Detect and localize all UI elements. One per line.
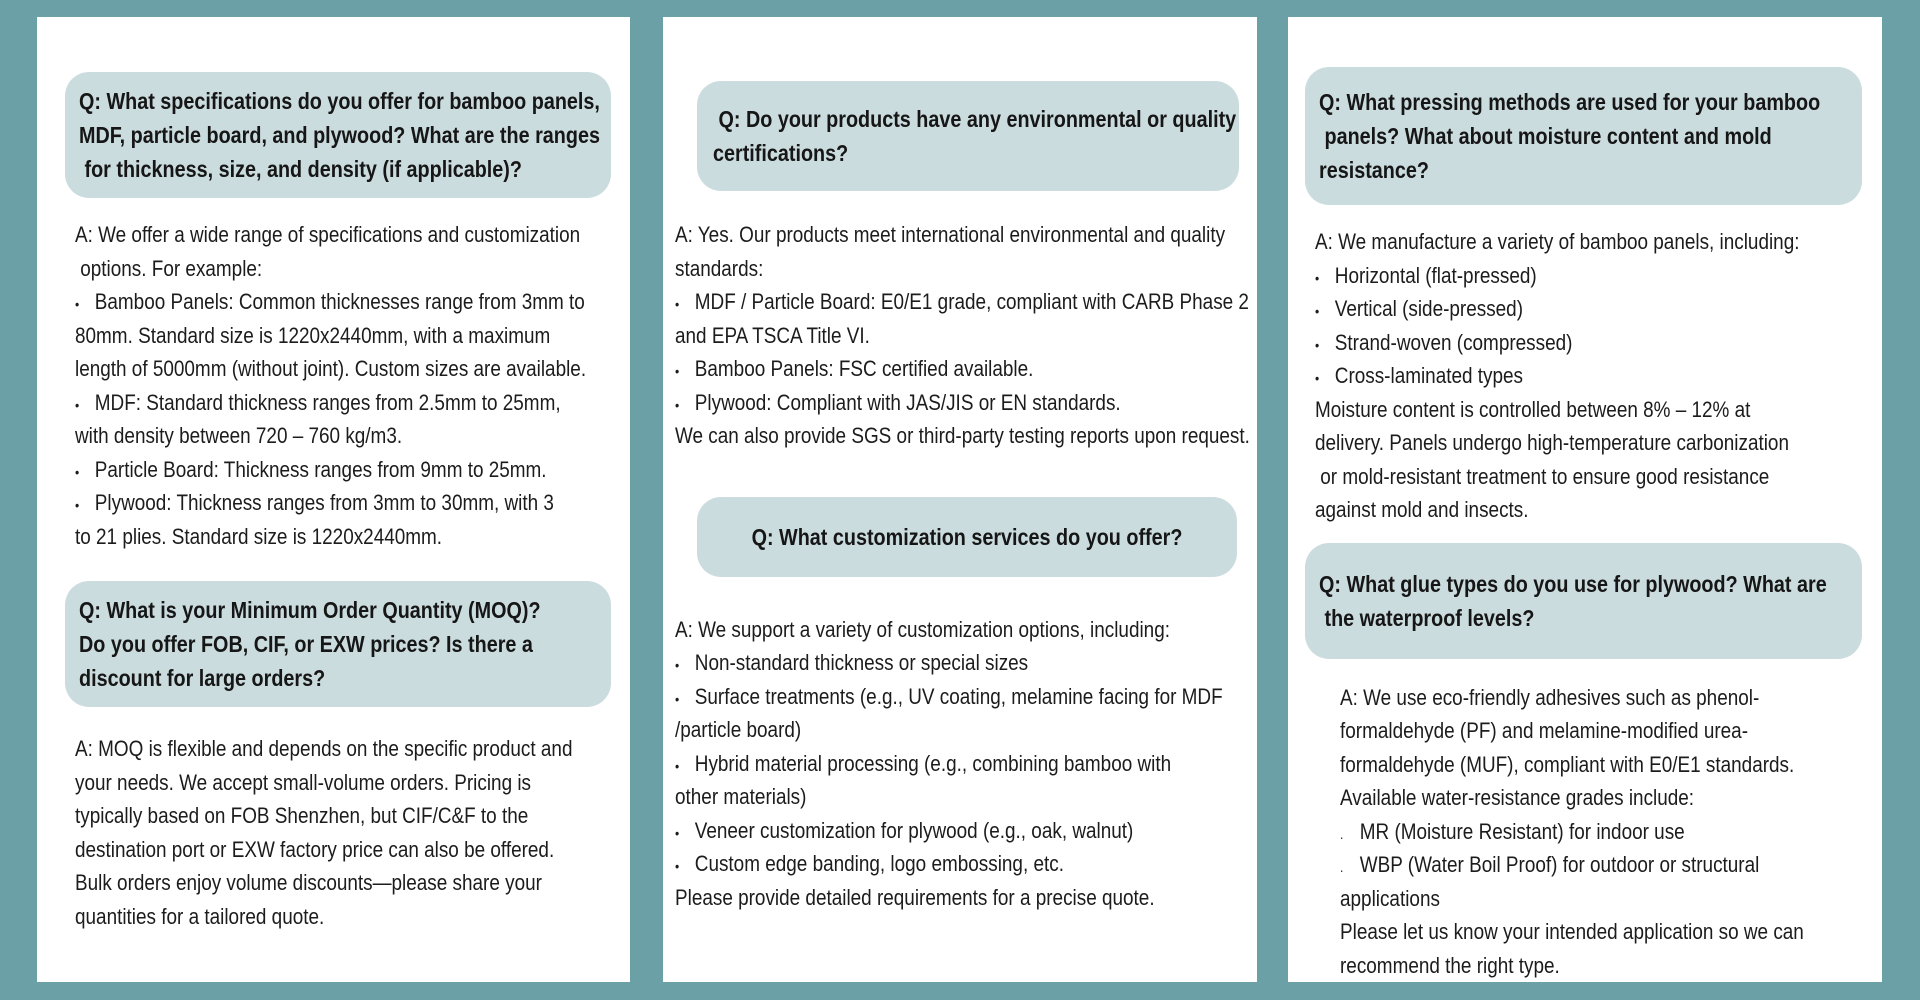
line-text: Q: What customization services do you offer?	[751, 523, 1183, 550]
answer-line	[1315, 460, 1799, 494]
line-text: Vertical (side-pressed)	[1334, 296, 1524, 321]
answer-block	[675, 613, 1255, 915]
answer-line	[75, 900, 549, 934]
bullet-icon: •	[675, 363, 680, 379]
line-text: A: We support a variety of customization options, including:	[675, 616, 1170, 642]
line-text: We can also provide SGS or third-party testing reports upon request.	[675, 423, 1250, 448]
line-text: Bulk orders enjoy volume discounts—please share your	[75, 870, 542, 895]
answer-line	[75, 252, 549, 286]
bullet-icon: .	[1340, 859, 1344, 875]
answer-line	[1315, 359, 1799, 393]
answer-line	[75, 419, 549, 453]
line-text: Particle Board: Thickness ranges from 9mm to 25mm.	[94, 456, 547, 482]
bullet-icon: •	[675, 396, 680, 413]
line-text: Q: What pressing methods are used for your bamboo	[1319, 89, 1821, 115]
line-text: or mold-resistant treatment to ensure good resistance	[1315, 463, 1770, 489]
question-line	[1319, 601, 1774, 635]
question-bubble	[697, 81, 1239, 191]
line-text: Moisture content is controlled between 8% – 12% at	[1315, 396, 1751, 422]
line-text: formaldehyde (MUF), compliant with E0/E1 standards.	[1340, 751, 1795, 777]
question-line	[79, 627, 533, 661]
answer-line	[1340, 714, 1801, 748]
question-bubble	[65, 581, 611, 707]
answer-line	[675, 352, 1174, 386]
answer-line	[75, 319, 549, 353]
line-text: delivery. Panels undergo high-temperature carbonization	[1315, 430, 1789, 455]
bullet-icon: •	[675, 690, 680, 707]
answer-block	[1315, 225, 1878, 527]
answer-line	[675, 881, 1174, 915]
answer-line	[675, 847, 1174, 881]
question-bubble	[1305, 543, 1862, 659]
answer-line	[675, 747, 1174, 781]
answer-line	[1340, 949, 1801, 983]
answer-line	[675, 680, 1223, 714]
answer-line	[675, 285, 1249, 319]
answer-line	[75, 766, 549, 800]
answer-line	[75, 799, 549, 833]
answer-line	[1340, 915, 1804, 949]
line-text: discount for large orders?	[79, 665, 326, 691]
line-text: MDF / Particle Board: E0/E1 grade, compliant with CARB Phase 2	[694, 289, 1249, 314]
answer-line	[1315, 493, 1799, 527]
answer-line	[75, 520, 549, 554]
answer-line	[1340, 748, 1801, 782]
line-text: Non-standard thickness or special sizes	[694, 650, 1029, 675]
line-text: and EPA TSCA Title VI.	[675, 322, 870, 348]
question-line	[79, 661, 524, 695]
line-text: MDF, particle board, and plywood? What are the ranges	[79, 122, 600, 148]
question-line	[79, 152, 524, 186]
question-bubble	[65, 72, 611, 198]
faq-card-1	[37, 17, 630, 982]
answer-line	[1315, 292, 1799, 326]
answer-line	[675, 386, 1174, 420]
answer-line	[1315, 393, 1799, 427]
line-text: Bamboo Panels: FSC certified available.	[694, 356, 1034, 381]
line-text: with density between 720 – 760 kg/m3.	[75, 423, 403, 448]
question-line	[747, 520, 1187, 554]
answer-line	[75, 386, 561, 420]
answer-line	[675, 419, 1250, 453]
answer-line	[1340, 848, 1801, 882]
line-text: WBP (Water Boil Proof) for outdoor or structural	[1359, 852, 1760, 877]
bullet-icon: •	[675, 858, 680, 874]
answer-line	[675, 252, 1174, 286]
line-text: Veneer customization for plywood (e.g., oak, walnut)	[694, 817, 1134, 843]
line-text: A: Yes. Our products meet international environmental and quality	[675, 222, 1226, 247]
bullet-icon: •	[675, 824, 680, 841]
answer-line	[675, 713, 1174, 747]
answer-line	[1315, 326, 1799, 360]
answer-block	[75, 732, 626, 933]
answer-line	[1340, 882, 1801, 916]
answer-block	[75, 218, 626, 553]
line-text: Q: Do your products have any environmental or quality	[713, 106, 1237, 132]
line-text: resistance?	[1319, 157, 1429, 183]
line-text: 80mm. Standard size is 1220x2440mm, with a maximum	[75, 322, 551, 348]
line-text: your needs. We accept small-volume orders. Pricing is	[75, 769, 532, 795]
question-line	[1319, 567, 1827, 601]
line-text: Plywood: Compliant with JAS/JIS or EN standards.	[694, 389, 1121, 415]
faq-card-2	[663, 17, 1257, 982]
answer-line	[1340, 781, 1801, 815]
line-text: Surface treatments (e.g., UV coating, melamine facing for MDF	[694, 683, 1223, 709]
question-line	[1319, 153, 1774, 187]
bullet-icon: •	[1315, 269, 1320, 286]
question-line	[713, 136, 1152, 170]
line-text: Q: What glue types do you use for plywood? What are	[1319, 570, 1827, 597]
line-text: A: MOQ is flexible and depends on the specific product and	[75, 736, 573, 761]
question-line	[79, 118, 600, 152]
question-line	[1319, 85, 1821, 119]
answer-line	[75, 486, 554, 520]
line-text: Bamboo Panels: Common thicknesses range from 3mm to	[94, 289, 585, 314]
line-text: Q: What specifications do you offer for bamboo panels,	[79, 88, 600, 114]
answer-line	[75, 285, 585, 319]
line-text: /particle board)	[675, 717, 802, 742]
answer-line	[675, 218, 1226, 252]
bullet-icon: •	[675, 296, 680, 312]
line-text: length of 5000mm (without joint). Custom sizes are available.	[75, 356, 587, 381]
question-bubble	[1305, 67, 1862, 205]
question-line	[1319, 119, 1774, 153]
line-text: certifications?	[713, 140, 849, 166]
line-text: Do you offer FOB, CIF, or EXW prices? Is there a	[79, 631, 533, 657]
answer-line	[675, 319, 1174, 353]
answer-line	[75, 732, 573, 766]
line-text: applications	[1340, 885, 1440, 911]
question-line	[79, 84, 600, 118]
line-text: panels? What about moisture content and mold	[1319, 123, 1772, 149]
answer-line	[1340, 815, 1801, 849]
bullet-icon: •	[675, 757, 680, 774]
bullet-icon: •	[75, 463, 80, 480]
bullet-icon: •	[1315, 303, 1320, 319]
answer-line	[75, 352, 587, 386]
answer-line	[1315, 259, 1799, 293]
line-text: destination port or EXW factory price can also be offered.	[75, 836, 555, 862]
bullet-icon: .	[1340, 825, 1344, 842]
line-text: for thickness, size, and density (if applicable)?	[79, 156, 522, 182]
line-text: typically based on FOB Shenzhen, but CIF/C&F to the	[75, 803, 529, 828]
line-text: A: We manufacture a variety of bamboo panels, including:	[1315, 229, 1800, 254]
bullet-icon: •	[75, 396, 80, 413]
answer-block	[1340, 681, 1876, 983]
answer-block	[675, 218, 1255, 453]
bullet-icon: •	[675, 657, 680, 673]
line-text: to 21 plies. Standard size is 1220x2440mm.	[75, 523, 443, 549]
line-text: recommend the right type.	[1340, 952, 1560, 978]
answer-line	[1315, 225, 1799, 259]
line-text: Q: What is your Minimum Order Quantity (MOQ)?	[79, 597, 541, 623]
bullet-icon: •	[1315, 370, 1320, 386]
line-text: Horizontal (flat-pressed)	[1334, 262, 1537, 288]
line-text: other materials)	[675, 784, 807, 809]
answer-line	[1340, 681, 1801, 715]
faq-card-3	[1288, 17, 1882, 982]
answer-line	[675, 646, 1174, 680]
answer-line	[75, 866, 549, 900]
answer-line	[1315, 426, 1799, 460]
line-text: quantities for a tailored quote.	[75, 903, 325, 929]
line-text: the waterproof levels?	[1319, 604, 1535, 631]
answer-line	[675, 814, 1174, 848]
line-text: Available water-resistance grades include:	[1340, 785, 1695, 810]
question-bubble	[697, 497, 1237, 577]
line-text: MDF: Standard thickness ranges from 2.5mm to 25mm,	[94, 389, 561, 415]
bullet-icon: •	[75, 497, 80, 513]
question-line	[79, 593, 541, 627]
line-text: Hybrid material processing (e.g., combining bamboo with	[694, 750, 1172, 776]
answer-line	[75, 218, 581, 252]
line-text: options. For example:	[75, 255, 263, 281]
line-text: Custom edge banding, logo embossing, etc.	[694, 851, 1064, 876]
line-text: against mold and insects.	[1315, 497, 1529, 522]
line-text: Cross-laminated types	[1334, 363, 1524, 388]
answer-line	[75, 453, 549, 487]
line-text: standards:	[675, 255, 764, 281]
line-text: formaldehyde (PF) and melamine-modified urea-	[1340, 718, 1749, 743]
line-text: Please let us know your intended application so we can	[1340, 919, 1804, 944]
answer-line	[75, 833, 555, 867]
question-line	[713, 102, 1237, 136]
bullet-icon: •	[1315, 336, 1320, 353]
line-text: A: We use eco-friendly adhesives such as phenol-	[1340, 684, 1760, 710]
line-text: Please provide detailed requirements for a precise quote.	[675, 884, 1155, 910]
answer-line	[675, 780, 1174, 814]
bullet-icon: •	[75, 296, 80, 312]
answer-line	[675, 613, 1174, 647]
line-text: Strand-woven (compressed)	[1334, 329, 1573, 355]
line-text: A: We offer a wide range of specifications and customization	[75, 222, 581, 247]
line-text: Plywood: Thickness ranges from 3mm to 30mm, with 3	[94, 490, 554, 515]
line-text: MR (Moisture Resistant) for indoor use	[1359, 818, 1685, 844]
